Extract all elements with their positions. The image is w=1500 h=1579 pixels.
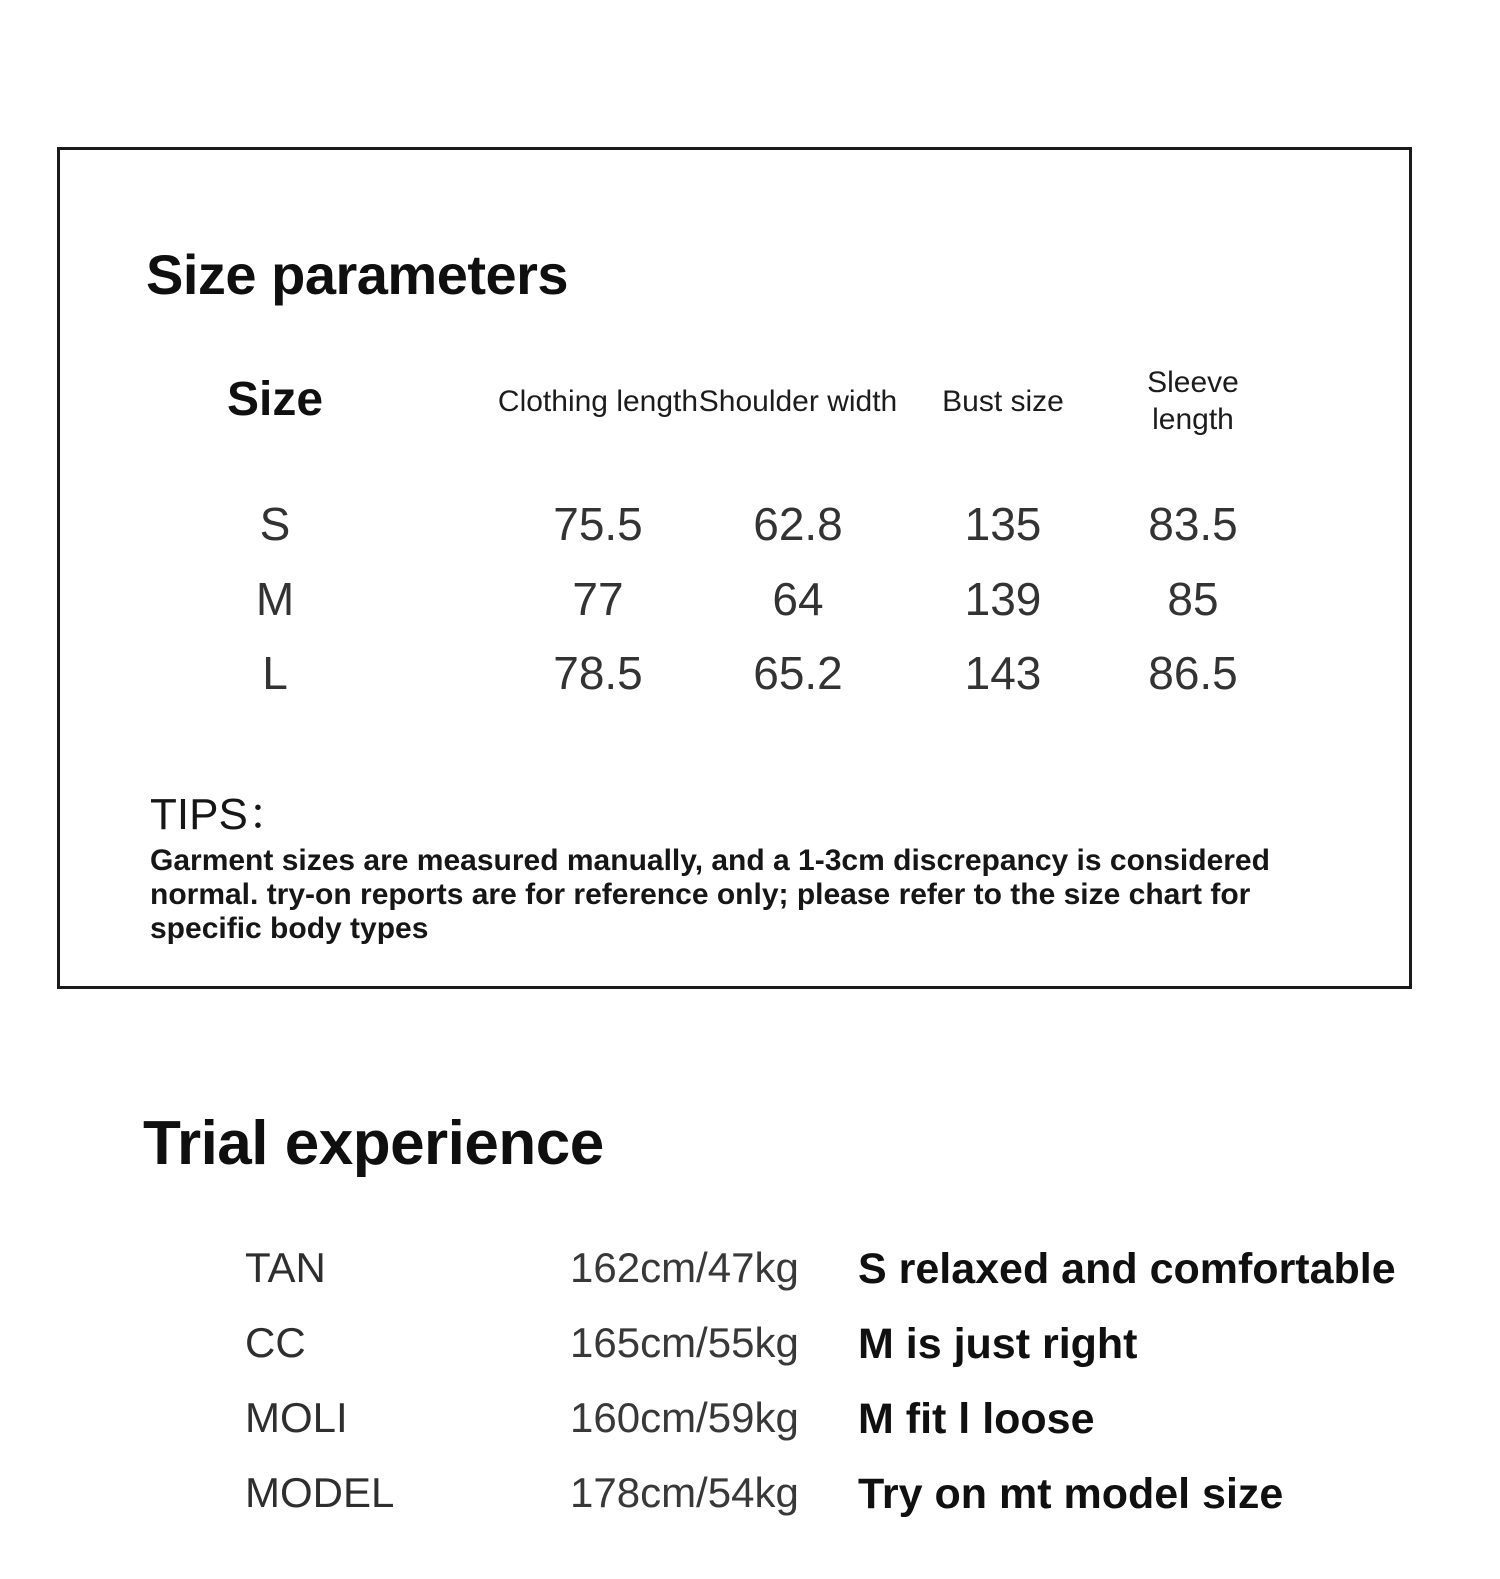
- column-header-bust-size: Bust size: [942, 385, 1064, 418]
- tester-comment: M is just right: [858, 1320, 1138, 1368]
- size-parameters-panel: [57, 147, 1412, 989]
- cell-bust-size: 143: [964, 647, 1042, 699]
- tester-stats: 178cm/54kg: [570, 1469, 799, 1516]
- column-header-sleeve-length-cell: [1073, 364, 1313, 438]
- tester-stats: 162cm/47kg: [570, 1244, 799, 1291]
- cell-clothing-length: 75.5: [553, 498, 643, 550]
- tips-text: Garment sizes are measured manually, and a 1-3cm discrepancy is considered normal. try-on reports are for reference only; please refer to the size chart for specific body types: [150, 844, 1270, 945]
- cell-sleeve-length: 83.5: [1148, 498, 1238, 550]
- column-header-shoulder-width: Shoulder width: [698, 385, 898, 418]
- tester-comment: Try on mt model size: [858, 1470, 1284, 1518]
- cell-sleeve-length: 85: [1167, 573, 1219, 625]
- cell-size: L: [262, 647, 288, 699]
- cell-shoulder-width: 62.8: [753, 498, 843, 550]
- trial-row: [0, 1394, 1500, 1454]
- tester-stats: 160cm/59kg: [570, 1394, 799, 1441]
- tester-comment: M fit l loose: [858, 1395, 1095, 1443]
- trial-row: [0, 1244, 1500, 1304]
- tester-name: MODEL: [245, 1469, 395, 1516]
- cell-clothing-length: 77: [572, 573, 624, 625]
- tips-label: TIPS：: [150, 790, 292, 839]
- trial-experience-title: Trial experience: [143, 1109, 604, 1178]
- cell-sleeve-length: 86.5: [1148, 647, 1238, 699]
- tester-name: MOLI: [245, 1394, 348, 1441]
- tester-stats: 165cm/55kg: [570, 1319, 799, 1366]
- column-header-clothing-length: Clothing length: [497, 385, 699, 418]
- cell-clothing-length: 78.5: [553, 647, 643, 699]
- tester-comment: S relaxed and comfortable: [858, 1245, 1396, 1293]
- cell-bust-size: 135: [964, 498, 1042, 550]
- column-header-sleeve-length: Sleeve length: [1147, 366, 1239, 436]
- cell-shoulder-width: 65.2: [753, 647, 843, 699]
- trial-row: [0, 1319, 1500, 1379]
- tester-name: CC: [245, 1319, 306, 1366]
- trial-row: [0, 1469, 1500, 1529]
- column-header-size: Size: [226, 373, 324, 426]
- cell-shoulder-width: 64: [772, 573, 824, 625]
- cell-bust-size: 139: [964, 573, 1042, 625]
- size-parameters-title: Size parameters: [146, 243, 569, 306]
- cell-size: M: [255, 573, 295, 625]
- tester-name: TAN: [245, 1244, 326, 1291]
- cell-size: S: [259, 498, 291, 550]
